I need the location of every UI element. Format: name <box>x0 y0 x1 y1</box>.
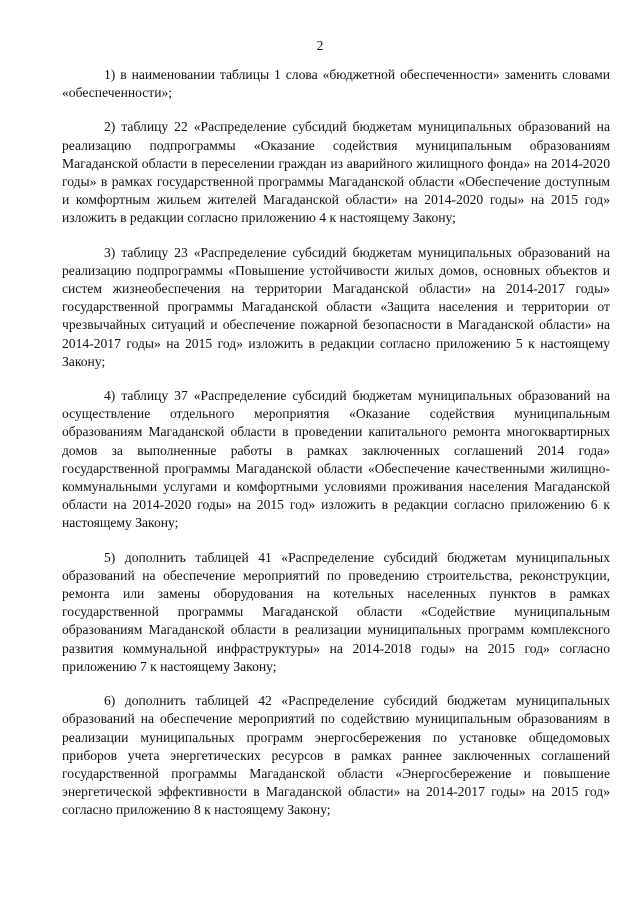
document-body <box>62 66 610 836</box>
paragraph-item-3: 3) таблицу 23 «Распределение субсидий бюджетам муниципальных образований на реализацию подпрограммы «Повышение устойчивости жилых домов, основных объектов и систем жизнеобеспечения на территории Магаданской области» на 2014-2017 годы» государственной программы Магаданской области «Защита населения и территории от чрезвычайных ситуаций и обеспечение пожарной безопасности в Магаданской области» на 2014-2017 годы» на 2015 год» изложить в редакции согласно приложению 5 к настоящему Закону; <box>62 244 610 369</box>
paragraph-item-2: 2) таблицу 22 «Распределение субсидий бюджетам муниципальных образований на реализацию подпрограммы «Оказание содействия муниципальным образованиям Магаданской области в переселении граждан из аварийного жилищного фонда» на 2014-2020 годы» в рамках государственной программы Магаданской области «Обеспечение доступным и комфортным жильем жителей Магаданской области» на 2014-2020 годы» на 2015 год» изложить в редакции согласно приложению 4 к настоящему Закону; <box>62 119 610 226</box>
paragraph-item-4: 4) таблицу 37 «Распределение субсидий бюджетам муниципальных образований на осуществление отдельного мероприятия «Оказание содействия муниципальным образованиям Магаданской области в проведении капитального ремонта многоквартирных домов за выполненные работы в рамках заключенных соглашений 2014 года» государственной программы Магаданской области «Обеспечение качественными жилищно-коммунальными услугами и комфортными условиями проживания населения Магаданской области на 2014-2020 годы» на 2015 год» изложить в редакции согласно приложению 6 к настоящему Закону; <box>62 388 610 531</box>
paragraph-item-6: 6) дополнить таблицей 42 «Распределение субсидий бюджетам муниципальных образований на обеспечение мероприятий по содействию муниципальным образованиям в реализации муниципальных программ энергосбережения по установке общедомовых приборов учета энергетических ресурсов в рамках раннее заключенных соглашений государственной программы Магаданской области «Энергосбережение и повышение энергетической эффективности в Магаданской области» на 2014-2017 годы» на 2015 год» согласно приложению 8 к настоящему Закону; <box>62 693 610 818</box>
paragraph-item-5: 5) дополнить таблицей 41 «Распределение субсидий бюджетам муниципальных образований на обеспечение мероприятий по проведению строительства, реконструкции, ремонта или замены оборудования на котельных населенных пунктов в рамках государственной программы Магаданской области «Содействие муниципальным образованиям Магаданской области в реализации муниципальных программ комплексного развития коммунальной инфраструктуры» на 2014-2018 годы» на 2015 год» согласно приложению 7 к настоящему Закону; <box>62 549 610 674</box>
paragraph-item-1: 1) в наименовании таблицы 1 слова «бюджетной обеспеченности» заменить словами «обеспеченности»; <box>62 67 610 101</box>
page-number: 2 <box>316 38 324 53</box>
